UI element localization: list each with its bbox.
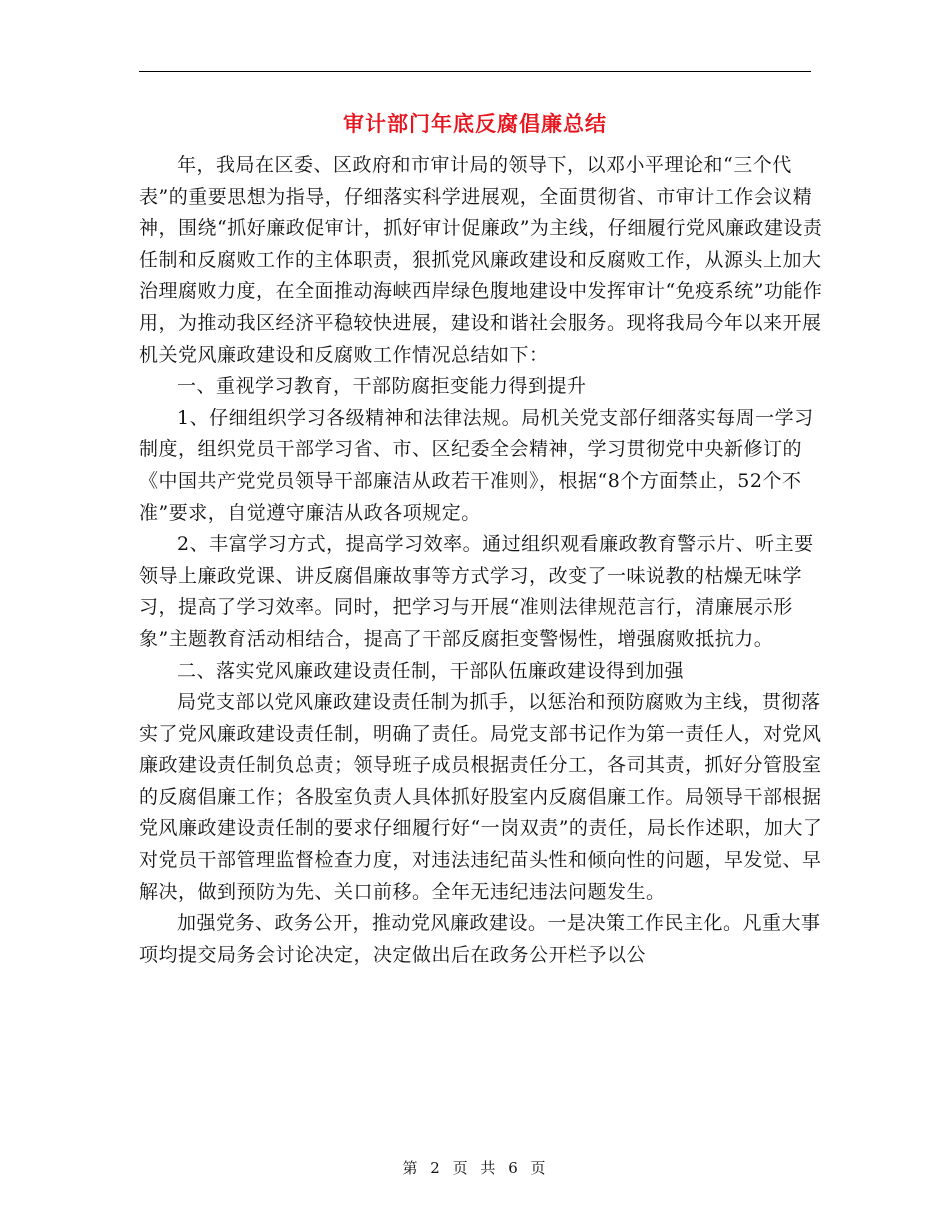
section-heading-1: 一、重视学习教育，干部防腐拒变能力得到提升 <box>177 375 587 398</box>
footer-suffix: 页 <box>530 1159 548 1177</box>
paragraph-study-methods: 2、丰富学习方式，提高学习效率。通过组织观看廉政教育警示片、听主要领导上廉政党课、讲反腐倡廉故事等方式学习，改变了一味说教的枯燥无味学习，提高了学习效率。同时，把学习与开展“准则法律规范言行，清廉展示形象”主题教育活动相结合，提高了干部反腐拒变警惕性，增强腐败抵抗力。 <box>139 533 814 650</box>
intro-paragraph: 年，我局在区委、区政府和市审计局的领导下，以邓小平理论和“三个代表”的重要思想为指导，仔细落实科学进展观，全面贯彻省、市审计工作会议精神，围绕“抓好廉政促审计，抓好审计促廉政”为主线，仔细履行党风廉政建设责任制和反腐败工作的主体职责，狠抓党风廉政建设和反腐败工作，从源头上加大治理腐败力度，在全面推动海峡西岸绿色腹地建设中发挥审计“免疫系统”功能作用，为推动我区经济平稳较快进展，建设和谐社会服务。现将我局今年以来开展机关党风廉政建设和反腐败工作情况总结如下： <box>139 154 823 366</box>
paragraph-openness: 加强党务、政务公开，推动党风廉政建设。一是决策工作民主化。凡重大事项均提交局务会讨论决定，决定做出后在政务公开栏予以公 <box>139 912 821 966</box>
document-body <box>139 150 829 971</box>
page-footer <box>0 1157 950 1178</box>
footer-page-word: 页 <box>452 1159 470 1177</box>
document-title: 审计部门年底反腐倡廉总结 <box>343 111 607 136</box>
footer-total-pages: 6 <box>508 1159 520 1177</box>
section-heading-2: 二、落实党风廉政建设责任制，干部队伍廉政建设得到加强 <box>177 659 685 682</box>
paragraph-responsibility-system: 局党支部以党风廉政建设责任制为抓手，以惩治和预防腐败为主线，贯彻落实了党风廉政建设责任制，明确了责任。局党支部书记作为第一责任人，对党风廉政建设责任制负总责；领导班子成员根据责任分工，各司其责，抓好分管股室的反腐倡廉工作；各股室负责人具体抓好股室内反腐倡廉工作。局领导干部根据党风廉政建设责任制的要求仔细履行好“一岗双责”的责任，局长作述职，加大了对党员干部管理监督检查力度，对违法违纪苗头性和倾向性的问题，早发觉、早解决，做到预防为先、关口前移。全年无违纪违法问题发生。 <box>139 691 823 903</box>
footer-prefix: 第 <box>402 1159 420 1177</box>
paragraph-study-regulations: 1、仔细组织学习各级精神和法律法规。局机关党支部仔细落实每周一学习制度，组织党员干部学习省、市、区纪委全会精神，学习贯彻党中央新修订的《中国共产党党员领导干部廉洁从政若干准则》，根据“8个方面禁止，52个不准”要求，自觉遵守廉洁从政各项规定。 <box>139 406 814 524</box>
footer-page-number: 2 <box>430 1159 442 1177</box>
footer-total-word: 共 <box>480 1159 498 1177</box>
header-rule <box>139 71 811 72</box>
